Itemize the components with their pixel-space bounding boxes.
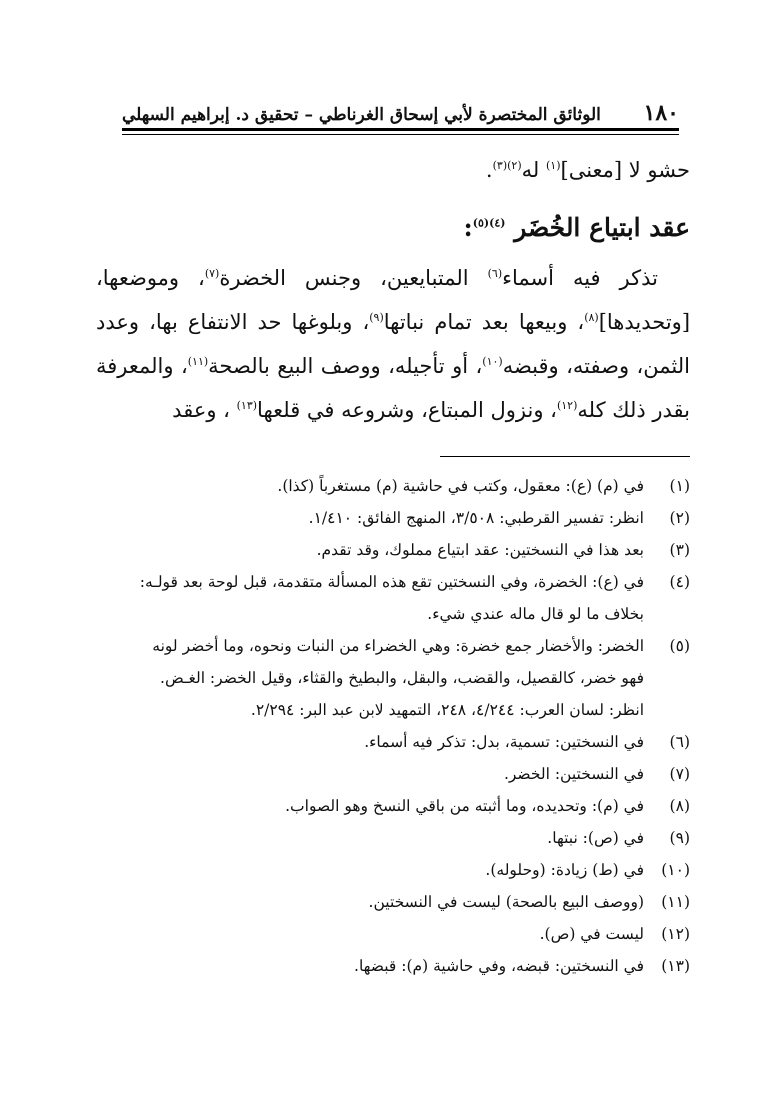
footnote (90, 854, 690, 886)
footnote-number: (١٣) (661, 957, 690, 975)
footnote-number: (١) (669, 477, 690, 495)
footnote-ref: (١٠) (482, 355, 503, 368)
footnote (90, 886, 690, 918)
footnote-ref: (١٢) (556, 399, 578, 412)
footnote (90, 566, 690, 598)
footnote-text: بعد هذا في النسختين: عقد ابتياع مملوك، وقد تقدم. (316, 541, 644, 559)
footnotes (90, 470, 690, 982)
footnote (90, 630, 690, 662)
footnote-ref: (٤)(٥) (472, 216, 506, 230)
footnote-continuation: فهو خضر، كالقصيل، والقضب، والبقل، والبطيخ والقثاء، وقيل الخضر: الغـض. (160, 669, 644, 687)
main-paragraph: تذكر فيه أسماء$^{(٦)}$ المتبايعين، وجنس الخضرة$^{(٧)}$، وموضعها، [وتحديدها]$^{(٨)}$، وبيعها بعد تمام نباتها$^{(٩)}$، وبلوغها حد الانتفاع بها، وعدد الثمن، وصفته، وقبضه$^{(١٠)}$، أو تأجيله، ووصف البيع بالصحة$^{(١١)}$، والمعرفة بقدر ذلك كله$^{(١٢)}$، ونزول المبتاع، وشروعه في قلعها$^{(١٣)}$ ، وعقد (96, 266, 691, 422)
header-rule-thin (122, 134, 679, 135)
footnote (90, 918, 690, 950)
footnote-number: (١٠) (661, 861, 690, 879)
footnote (90, 726, 690, 758)
footnote-text: انظر: تفسير القرطبي: ٣/٥٠٨، المنهج الفائق: ١/٤١٠. (308, 509, 644, 527)
footnote-text: (ووصف البيع بالصحة) ليست في النسختين. (368, 893, 644, 911)
footnote-ref: (٦) (487, 267, 503, 280)
footnote-number: (٥) (669, 637, 690, 655)
footnote (90, 950, 690, 982)
footnote-ref: (٧) (204, 267, 220, 280)
footnote (90, 822, 690, 854)
footnote-number: (١٢) (661, 925, 690, 943)
footnote-separator (440, 456, 690, 457)
footnote-number: (٣) (669, 541, 690, 559)
header-rule (122, 128, 679, 131)
footnote-ref: (١١) (187, 355, 209, 368)
footnote-text: في (ص): نبتها. (547, 829, 644, 847)
footnote-ref: (١) (545, 159, 561, 172)
footnote (90, 470, 690, 502)
footnote-ref: (٩) (369, 311, 384, 324)
footnote-text: في (ط) زيادة: (وحلوله). (485, 861, 644, 879)
footnote-text: ليست في (ص). (539, 925, 644, 943)
footnote-text: الخضر: والأخضار جمع خضرة: وهي الخضراء من النبات ونحوه، وما أخضر لونه (152, 637, 644, 655)
body-text (96, 148, 690, 432)
footnote-text: في (م): وتحديده، وما أثبته من باقي النسخ وهو الصواب. (285, 797, 644, 815)
footnote-ref: (٨) (584, 311, 599, 324)
footnote-number: (٦) (669, 733, 690, 751)
footnote-text: في (م) (ع): معقول، وكتب في حاشية (م) مستغرباً (كذا). (277, 477, 644, 495)
page-header (122, 92, 679, 124)
footnote-number: (٧) (669, 765, 690, 783)
continued-line: حشو لا [معنى]$^{(١)}$ له$^{(٢)(٣)}$. (485, 158, 690, 182)
footnote (90, 502, 690, 534)
footnote-continuation: بخلاف ما لو قال ماله عندي شيء. (427, 605, 644, 623)
footnote-continuation: انظر: لسان العرب: ٤/٢٤٤، ٢٤٨، التمهيد لابن عبد البر: ٢/٢٩٤. (250, 701, 644, 719)
footnote-number: (٢) (669, 509, 690, 527)
running-title: الوثائق المختصرة لأبي إسحاق الغرناطي – تحقيق د. إبراهيم السهلي (122, 105, 601, 125)
footnote-text: في النسختين: تسمية، بدل: تذكر فيه أسماء. (364, 733, 644, 751)
footnote-number: (٩) (669, 829, 690, 847)
footnote (90, 790, 690, 822)
footnote (90, 534, 690, 566)
footnote-text: في (ع): الخضرة، وفي النسختين تقع هذه المسألة متقدمة، قبل لوحة بعد قولـه: (139, 573, 644, 591)
page-number: ١٨٠ (643, 100, 679, 126)
footnote-ref: (٢)(٣) (492, 159, 522, 172)
footnote-text: في النسختين: قبضه، وفي حاشية (م): قبضها. (354, 957, 644, 975)
footnote-text: في النسختين: الخضر. (503, 765, 644, 783)
footnote-number: (٤) (669, 573, 690, 591)
footnote-number: (١١) (661, 893, 690, 911)
footnote-ref: (١٣) (236, 399, 258, 412)
footnote-number: (٨) (669, 797, 690, 815)
footnote (90, 758, 690, 790)
section-heading: عقد ابتياع الخُضَر $^{(٤)(٥)}$: (463, 213, 690, 242)
